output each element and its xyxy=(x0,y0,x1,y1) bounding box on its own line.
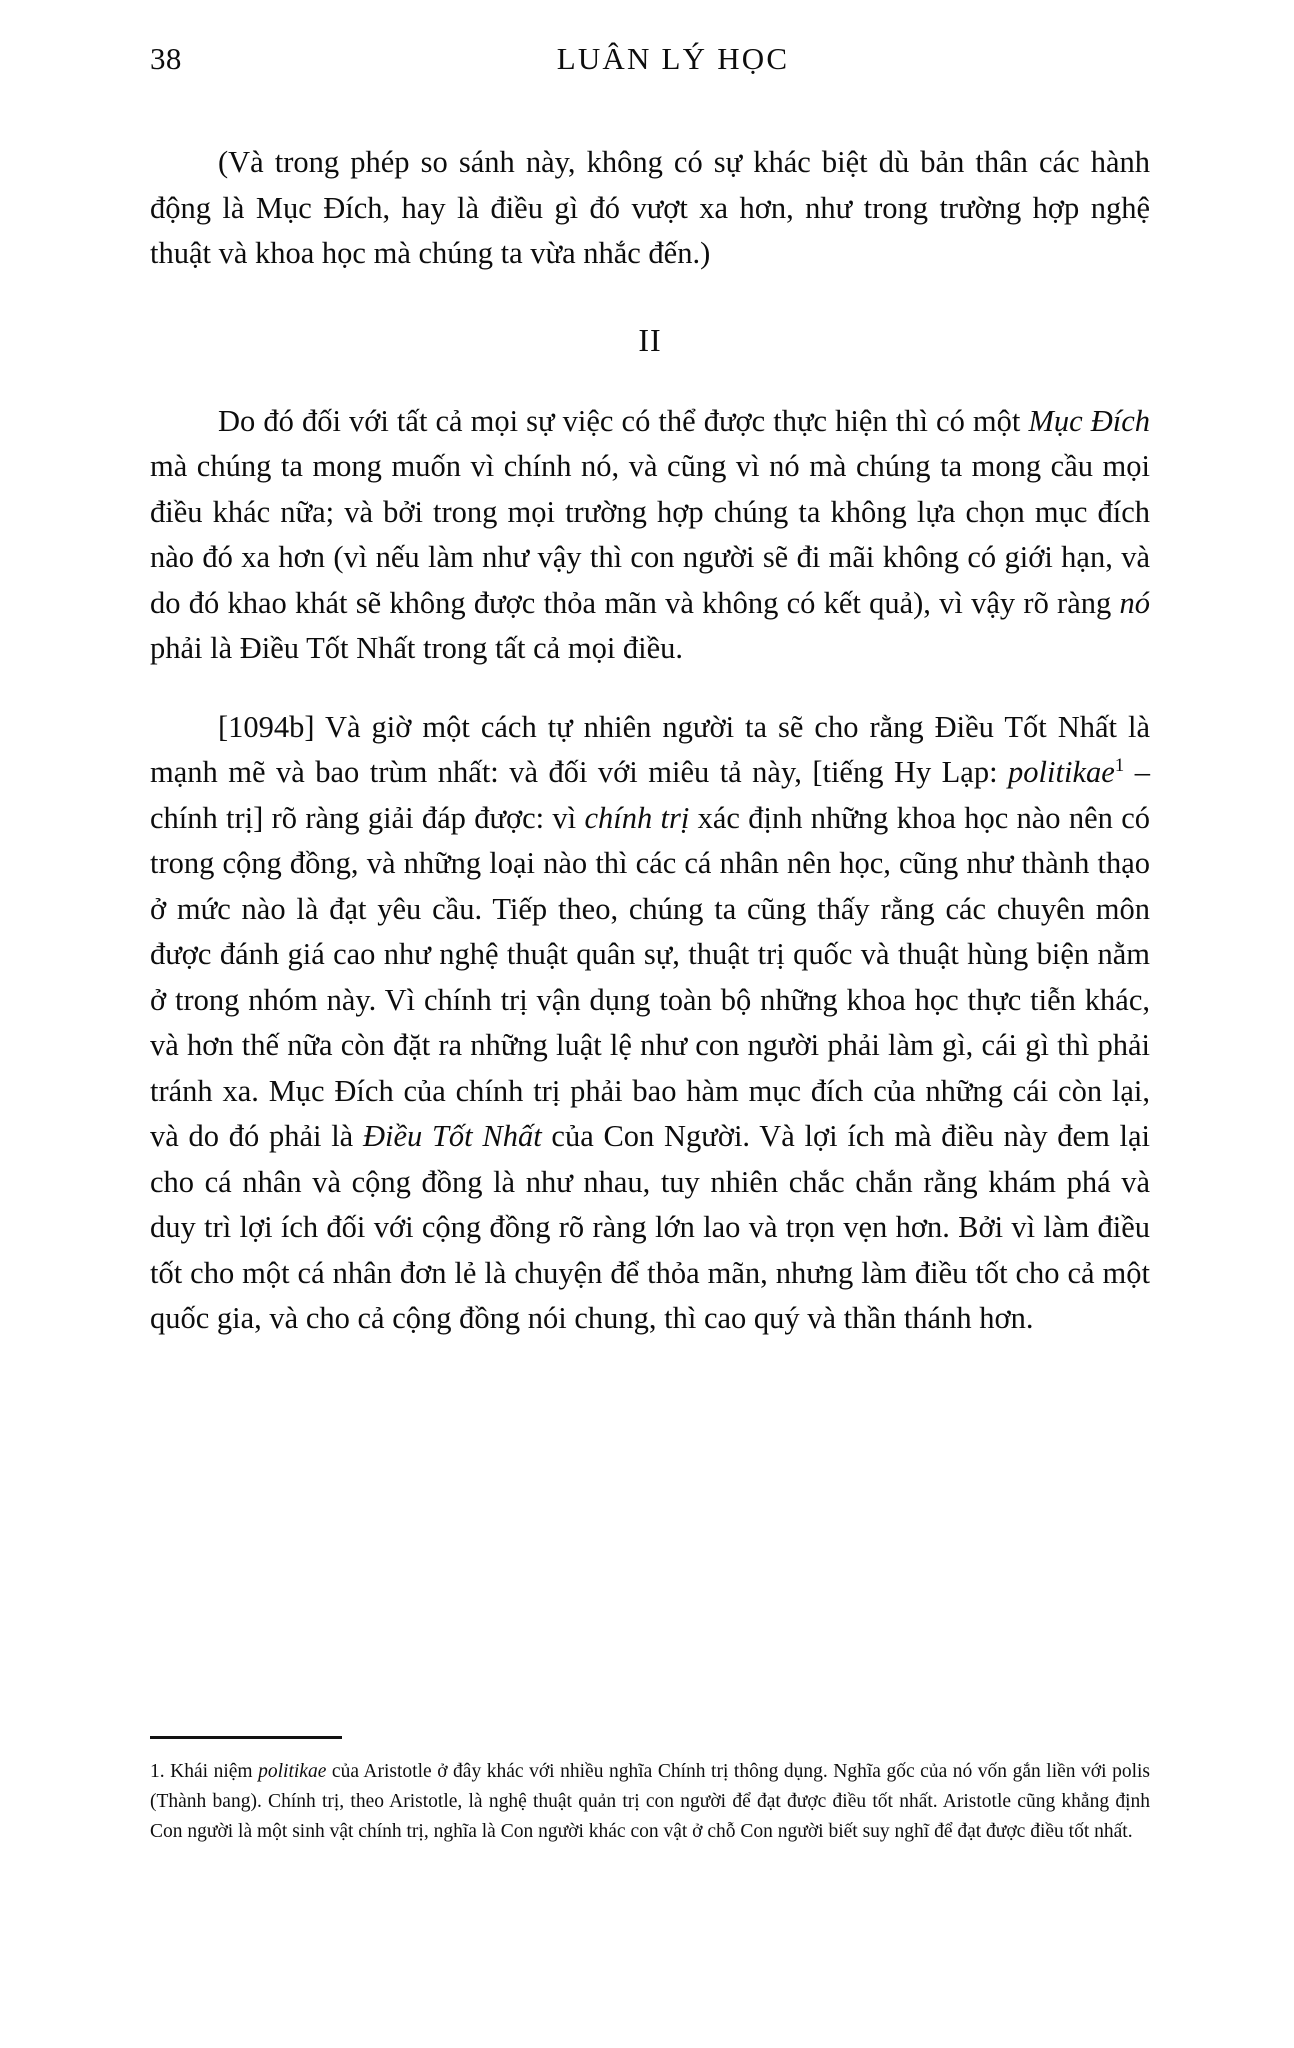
paragraph-parenthetical: (Và trong phép so sánh này, không có sự khác biệt dù bản thân các hành động là Mục Đích, hay là điều gì đó vượt xa hơn, như trong trường hợp nghệ thuật và khoa học mà chúng ta vừa nhắc đến.) xyxy=(150,145,1150,270)
text-run: Khái niệm xyxy=(164,1761,259,1782)
text-run: của Aristotle ở đây khác với nhiều nghĩa Chính trị thông dụng. Nghĩa gốc của nó vốn gắn liền với polis (Thành bang). Chính trị, theo Aristotle, là nghệ thuật quản trị con người để đạt được điều tốt nhất. Aristotle cũng khẳng định Con người là một sinh vật chính trị, nghĩa là Con người khác con vật ở chỗ Con người biết suy nghĩ để đạt được điều tốt nhất. xyxy=(150,1761,1150,1842)
section-number-heading: II xyxy=(638,321,662,358)
italic-politikae: politikae xyxy=(1008,755,1115,789)
running-head xyxy=(150,36,1150,82)
main-text-block xyxy=(150,140,1150,1342)
text-run: xác định những khoa học nào nên có trong cộng đồng, và những loại nào thì các cá nhân nên học, cũng như thành thạo ở mức nào là đạt yêu cầu. Tiếp theo, chúng ta cũng thấy rằng các chuyên môn được đánh giá cao như nghệ thuật quân sự, thuật trị quốc và thuật hùng biện nằm ở trong nhóm này. Vì chính trị vận dụng toàn bộ những khoa học thực tiễn khác, và hơn thế nữa còn đặt ra những luật lệ như con người phải làm gì, cái gì thì phải tránh xa. Mục Đích của chính trị phải bao hàm mục đích của những cái còn lại, và do đó phải là xyxy=(150,800,1150,1153)
page-number: 38 xyxy=(150,41,182,76)
footnote-1 xyxy=(150,1757,1150,1847)
footnote-separator-rule xyxy=(150,1736,342,1739)
italic-chinh-tri: chính trị xyxy=(584,800,690,835)
italic-no: nó xyxy=(1119,585,1150,620)
paragraph-politics xyxy=(150,705,1150,1342)
text-run: – chính trị] rõ ràng giải đáp được: vì xyxy=(150,755,1150,835)
text-run: phải là Điều Tốt Nhất trong tất cả mọi điều. xyxy=(150,631,684,665)
footnote-area xyxy=(150,1736,1150,1847)
italic-dieu-tot-nhat: Điều Tốt Nhất xyxy=(362,1119,542,1153)
paragraph-chief-good xyxy=(150,399,1150,672)
italic-muc-dich: Mục Đích xyxy=(1028,403,1151,438)
text-run: Do đó đối với tất cả mọi sự việc có thể được thực hiện thì có một xyxy=(218,403,1029,438)
italic-politikae: politikae xyxy=(258,1761,327,1782)
text-run: mà chúng ta mong muốn vì chính nó, và cũng vì nó mà chúng ta mong cầu mọi điều khác nữa; và bởi trong mọi trường hợp chúng ta không lựa chọn mục đích nào đó xa hơn (vì nếu làm như vậy thì con người sẽ đi mãi không có giới hạn, và do đó khao khát sẽ không được thỏa mãn và không có kết quả), vì vậy rõ ràng xyxy=(150,449,1150,620)
running-title: LUÂN LÝ HỌC xyxy=(556,41,790,76)
footnote-number: 1. xyxy=(150,1761,165,1782)
text-run: [1094b] Và giờ một cách tự nhiên người ta sẽ cho rằng Điều Tốt Nhất là mạnh mẽ và bao trùm nhất: và đối với miêu tả này, [tiếng Hy Lạp: xyxy=(150,709,1150,789)
text-run: của Con Người. Và lợi ích mà điều này đem lại cho cá nhân và cộng đồng là như nhau, tuy nhiên chắc chắn rằng khám phá và duy trì lợi ích đối với cộng đồng rõ ràng lớn lao và trọn vẹn hơn. Bởi vì làm điều tốt cho một cá nhân đơn lẻ là chuyện để thỏa mãn, nhưng làm điều tốt cho cả một quốc gia, và cho cả cộng đồng nói chung, thì cao quý và thần thánh hơn. xyxy=(150,1119,1151,1335)
footnote-reference-marker[interactable]: 1 xyxy=(1114,754,1125,776)
